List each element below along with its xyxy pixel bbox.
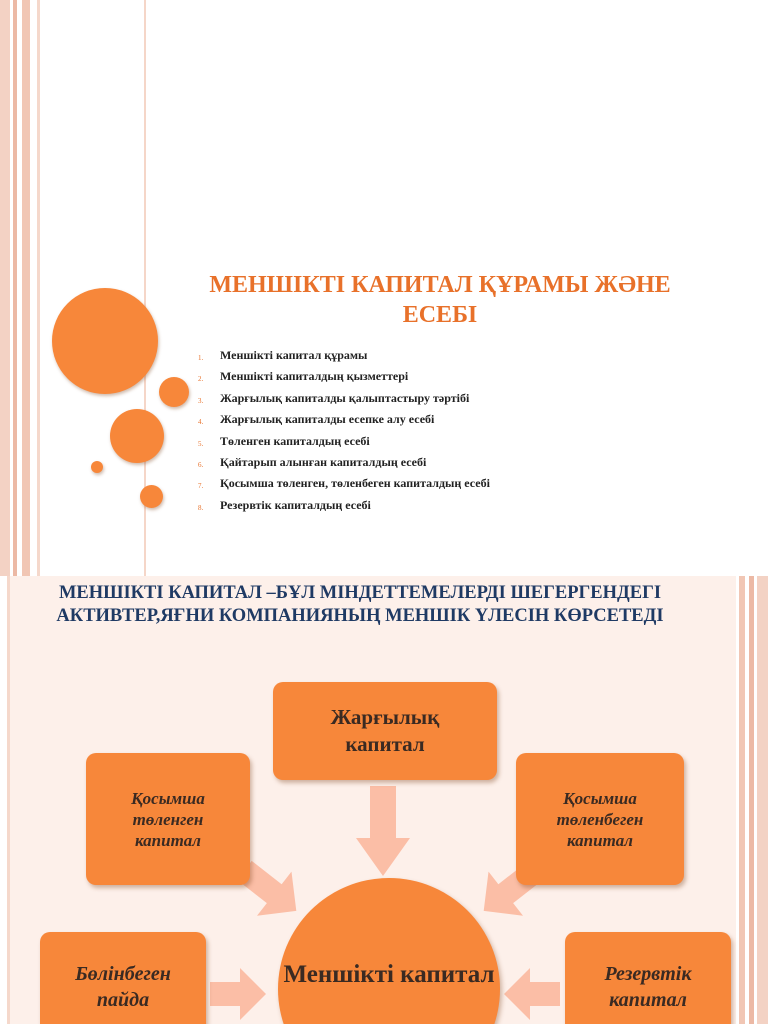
diagram-box-additional-unpaid-capital: Қосымша төленбеген капитал [516,753,684,885]
diagram-box-reserve-capital: Резервтік капитал [565,932,731,1024]
stripe-decoration [37,0,40,576]
list-item-text: Жарғылық капиталды қалыптастыру тәртібі [220,390,470,405]
list-item: 3. Жарғылық капиталды қалыптастыру тәртібі [198,390,470,405]
list-item: 8. Резервтік капиталдың есебі [198,497,371,512]
list-item: 6. Қайтарып алынған капиталдың есебі [198,454,427,469]
list-item-text: Резервтік капиталдың есебі [220,497,371,512]
stripe-decoration [30,0,37,576]
arrow-left [504,968,560,1020]
diagram-box-additional-paid-capital: Қосымша төленген капитал [86,753,250,885]
stripe-decoration [0,0,10,576]
diagram-box-retained-earnings: Бөлінбеген пайда [40,932,206,1024]
stripe-decoration [22,0,30,576]
list-item: 4. Жарғылық капиталды есепке алу есебі [198,412,435,427]
diagram-box-charter-capital: Жарғылық капитал [273,682,497,780]
equity-center-label: Меншікті капитал [283,961,495,988]
decorative-circle [159,377,189,407]
arrow-down [356,786,410,876]
list-item-text: Жарғылық капиталды есепке алу есебі [220,412,435,427]
list-item: 1. Меншікті капитал құрамы [198,348,368,362]
decorative-circle [140,485,163,508]
decorative-circle [91,461,103,473]
slide-2 [0,576,768,1024]
list-item: 5. Төленген капиталдың есебі [198,433,370,448]
slide-title: МЕНШІКТІ КАПИТАЛ –БҰЛ МІНДЕТТЕМЕЛЕРДІ ШЕГЕРГЕНДЕГІ АКТИВТЕР,ЯҒНИ КОМПАНИЯНЫҢ МЕНШІК ҮЛЕСІН КӨРСЕТЕДІ [56,583,664,626]
arrow-right [210,968,266,1020]
decorative-circle [110,409,164,463]
list-item-text: Төленген капиталдың есебі [220,433,370,448]
list-item: 7. Қосымша төленген, төленбеген капиталдың есебі [198,476,490,491]
slide-title: МЕНШІКТІ КАПИТАЛ ҚҰРАМЫ ЖӘНЕ ЕСЕБІ [209,272,671,328]
decorative-circle [52,288,158,394]
list-item: 2. Меншікті капиталдың қызметтері [198,369,409,384]
list-item-text: Қосымша төленген, төленбеген капиталдың есебі [220,476,490,491]
contents-list [198,347,490,518]
list-item-text: Меншікті капиталдың қызметтері [220,369,409,384]
list-item-text: Қайтарып алынған капиталдың есебі [220,454,427,469]
list-item-text: Меншікті капитал құрамы [220,348,368,362]
